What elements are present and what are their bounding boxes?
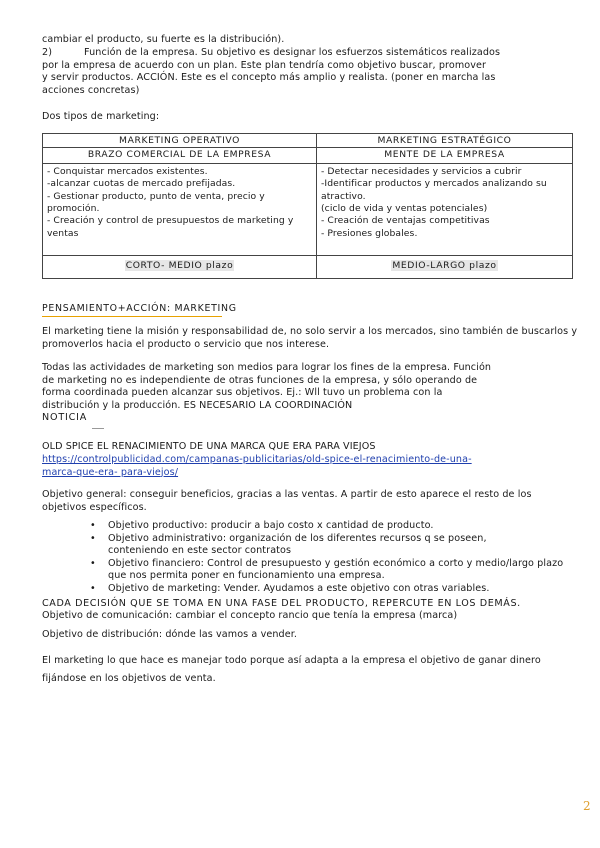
news-title: OLD SPICE EL RENACIMIENTO DE UNA MARCA QUE ERA PARA VIEJOS [42,441,376,452]
paragraph-line: objetivos específicos. [42,501,147,513]
list-item [42,533,572,558]
list-item-line: Objetivo productivo: producir a bajo costo x cantidad de producto. [108,520,434,531]
news-link[interactable] [42,454,572,479]
list-item-line: que nos permita poner en funcionamiento una empresa. [108,570,385,582]
col-estrategico-header: MARKETING ESTRATÉGICO [317,134,573,148]
heading-underline [42,316,222,317]
col-operativo-header: MARKETING OPERATIVO [43,134,317,148]
paragraph-line: promoverlos hacia el producto o servicio que nos interese. [42,338,330,350]
section-heading: PENSAMIENTO+ACCIÓN: MARKETING [42,303,237,314]
table-list-item: (ciclo de vida y ventas potenciales) [321,203,488,215]
list-item [42,520,572,533]
col-operativo-footer [43,255,317,278]
item-2-line: acciones concretas) [42,84,140,96]
list-item-line: conteniendo en este sector contratos [108,545,292,557]
bullet-icon: • [90,557,96,569]
news-link-line[interactable]: marca-que-era- para-viejos/ [42,466,179,478]
final-line-1: El marketing lo que hace es manejar todo porque así adapta a la empresa el objetivo de ganar dinero [42,655,541,666]
table-list-item: - Detectar necesidades y servicios a cubrir [321,165,522,177]
paragraph-line: de marketing no es independiente de otras funciones de la empresa, y sólo operando de [42,374,478,386]
bullet-icon: • [90,520,96,531]
list-item-line: Objetivo administrativo: organización de los diferentes recursos q se poseen, [108,532,487,544]
item-2-line: y servir productos. ACCIÓN. Este es el concepto más amplio y realista. (poner en marcha las [42,72,496,84]
col-operativo-items [43,163,317,255]
mision-paragraph [42,326,578,351]
table-list-item: promoción. [47,203,100,215]
list-item-line: Objetivo financiero: Control de presupuesto y gestión económico a corto y medio/largo plazo [108,557,564,569]
list-item [42,558,572,583]
paragraph-line: Objetivo general: conseguir beneficios, gracias a las ventas. A partir de esto aparece el resto de los [42,489,532,500]
table-list-item: - Gestionar producto, punto de venta, precio y [47,190,265,202]
table-list-item: - Presiones globales. [321,227,418,239]
list-item [42,583,572,596]
table-list-item: - Creación y control de presupuestos de marketing y [47,215,294,227]
objectives-list [42,520,572,596]
paragraph-line: distribución y la producción. ES NECESARIO LA COORDINACIÓN [42,399,353,411]
page-number: 2 [583,799,591,813]
final-line-2: fijándose en los objetivos de venta. [42,673,216,684]
item-2-number: 2) [42,47,53,58]
actividades-paragraph [42,362,572,425]
table-list-item: - Conquistar mercados existentes. [47,165,208,177]
table-list-item: -alcanzar cuotas de mercado prefijadas. [47,178,236,190]
intro-continuation: cambiar el producto, su fuerte es la distribución). [42,34,285,45]
cada-decision: CADA DECISIÓN QUE SE TOMA EN UNA FASE DEL PRODUCTO, REPERCUTE EN LOS DEMÁS. [42,598,521,609]
item-2-paragraph [42,47,572,97]
noticia-label: NOTICIA [42,412,88,424]
paragraph-line: El marketing tiene la misión y responsabilidad de, no solo servir a los mercados, sino también de buscarlos y [42,326,578,337]
table-list-item: -Identificar productos y mercados analizando su [321,178,547,190]
col-operativo-subheader: BRAZO COMERCIAL DE LA EMPRESA [43,148,317,163]
plazo-highlight: MEDIO-LARGO plazo [392,259,497,271]
news-link-line[interactable]: https://controlpublicidad.com/campanas-publicitarias/old-spice-el-renacimiento-de-una- [42,454,472,465]
col-estrategico-subheader: MENTE DE LA EMPRESA [317,148,573,163]
item-2-line: por la empresa de acuerdo con un plan. Este plan tendría como objetivo buscar, promover [42,59,487,71]
table-list-item: ventas [47,227,79,239]
list-item-line: Objetivo de marketing: Vender. Ayudamos a este objetivo con otras variables. [108,582,490,594]
item-2-line: Función de la empresa. Su objetivo es designar los esfuerzos sistemáticos realizados [84,47,501,58]
objetivo-distribucion: Objetivo de distribución: dónde las vamos a vender. [42,629,298,640]
objetivo-general-paragraph [42,489,572,514]
marketing-types-table [42,133,573,279]
paragraph-line: Todas las actividades de marketing son medios para lograr los fines de la empresa. Función [42,362,492,373]
table-list-item: - Creación de ventajas competitivas [321,215,490,227]
table-list-item: atractivo. [321,190,366,202]
plazo-highlight: CORTO- MEDIO plazo [125,259,234,271]
objetivo-comunicacion: Objetivo de comunicación: cambiar el concepto rancio que tenía la empresa (marca) [42,610,458,621]
bullet-icon: • [90,532,96,544]
col-estrategico-footer [317,255,573,278]
paragraph-line: forma coordinada pueden alcanzar sus objetivos. Ej.: Wll tuvo un problema con la [42,387,443,399]
bullet-icon: • [90,582,96,594]
dos-tipos-label: Dos tipos de marketing: [42,111,160,122]
col-estrategico-items [317,163,573,255]
noticia-underline [92,428,104,429]
